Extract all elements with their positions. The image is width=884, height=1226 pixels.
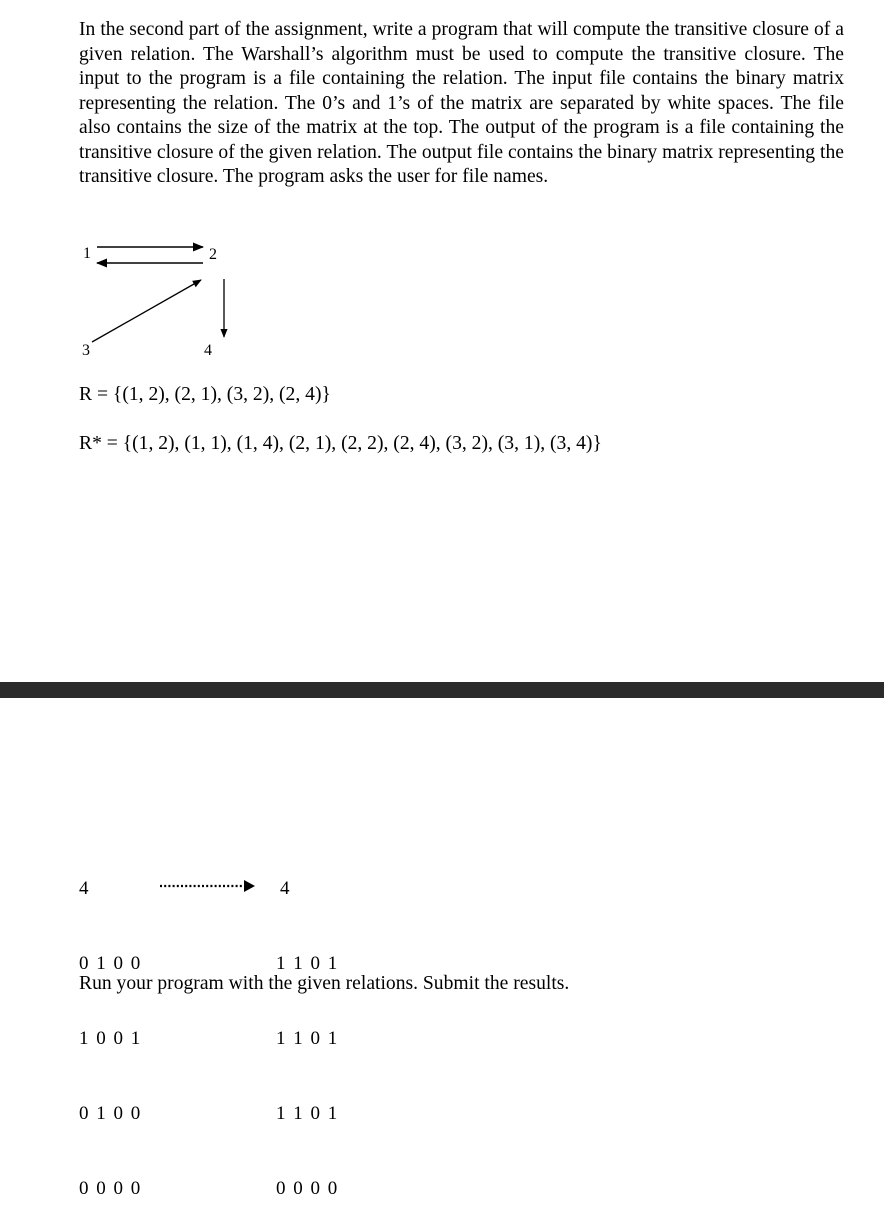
output-matrix-size: 4 [280,878,291,899]
output-matrix-row: 1 1 0 1 [276,1028,339,1049]
input-matrix-row: 0 1 0 0 [79,1103,142,1124]
input-matrix-row: 1 0 0 1 [79,1028,142,1049]
page-divider [0,682,884,698]
relation-r-star: R* = {(1, 2), (1, 1), (1, 4), (2, 1), (2, 2), (2, 4), (3, 2), (3, 1), (3, 4)} [79,433,602,454]
input-matrix-row: 0 1 0 0 [79,953,142,974]
input-matrix [79,826,142,1226]
output-matrix [276,826,339,1226]
node-4: 4 [204,342,212,359]
node-1: 1 [83,245,91,262]
output-matrix-row: 1 1 0 1 [276,1103,339,1124]
output-matrix-row: 0 0 0 0 [276,1178,339,1199]
edge-3-2 [92,280,201,342]
input-matrix-row: 0 0 0 0 [79,1178,142,1199]
relation-digraph [0,232,300,372]
dotted-arrow [158,876,258,896]
assignment-description: In the second part of the assignment, write a program that will compute the transitive closure of a given relation. The Warshall’s algorithm must be used to compute the transitive closure. The input to the program is a file containing the relation. The input file contains the binary matrix representing the relation. The 0’s and 1’s of the matrix are separated by white spaces. The file also contains the size of the matrix at the top. The output of the program is a file containing the transitive closure of the given relation. The output file contains the binary matrix representing the transitive closure. The program asks the user for file names. [79,19,844,187]
output-matrix-row: 1 1 0 1 [276,953,339,974]
node-3: 3 [82,342,90,359]
submission-instructions: Run your program with the given relations. Submit the results. [79,973,570,994]
input-matrix-size: 4 [79,878,90,899]
relation-r: R = {(1, 2), (2, 1), (3, 2), (2, 4)} [79,384,331,405]
node-2: 2 [209,246,217,263]
